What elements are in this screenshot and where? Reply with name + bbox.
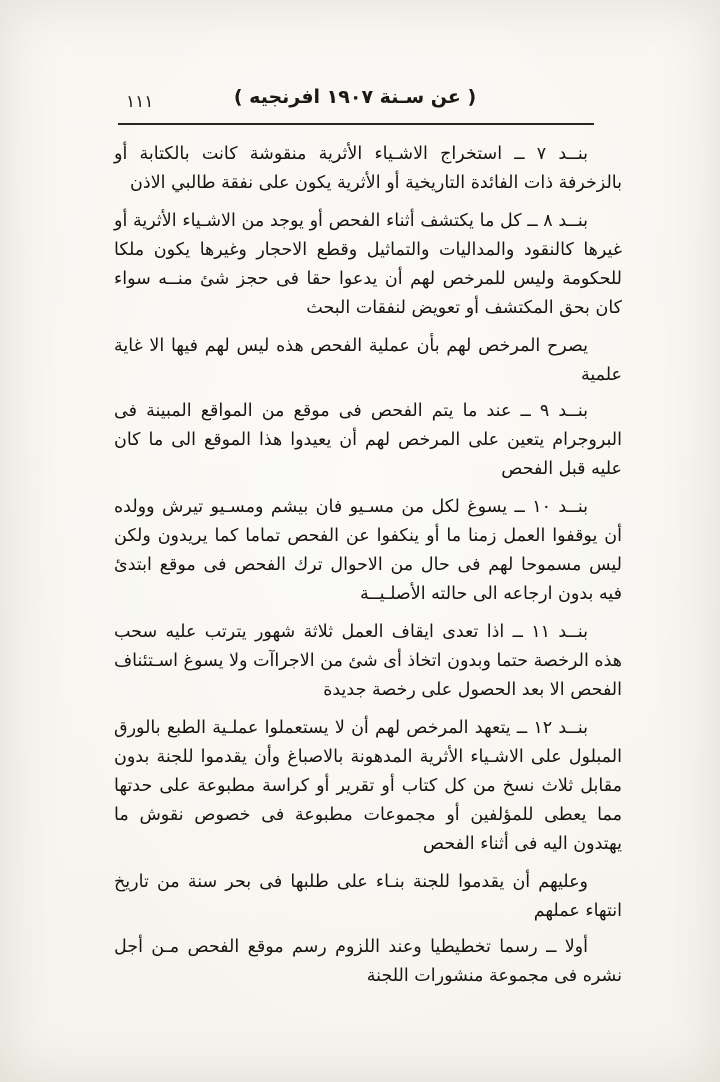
paragraph-clause-7: بنــد ٧ ــ استخراج الاشـياء الأثرية منقوشة كانت بالكتابة أو بالزخرفة ذات الفائدة التاريخية أو الأثرية يكون على نفقة طالبي الاذن xyxy=(114,144,622,193)
paragraph-clause-10: بنــد ١٠ ــ يسوغ لكل من مسـيو فان بيشم ومسـيو تيرش وولده أن يوقفوا العمل زمنا ما أو ينكفوا عن الفحص تماما كما يريدون ولكن ليس مسموحا لهم فى حال من الاحوال ترك الفحص فى موقع ابتدئ فيه بدون ارجاعه الى حالته الأصلـيــة xyxy=(114,497,622,604)
paragraph-clause-8: بنــد ٨ ــ كل ما يكتشف أثناء الفحص أو يوجد من الاشـياء الأثرية أو غيرها كالنقود والمداليات والتماثيل وقطع الاحجار وغيرها يكون ملكا للحكومة وليس للمرخص لهم أن يدعوا حقا فى حجز شئ منــه سواء كان بحق المكتشف أو تعويض لنفقات البحث xyxy=(114,211,622,318)
document-body xyxy=(114,140,622,1000)
paragraph-clause-8-note: يصرح المرخص لهم بأن عملية الفحص هذه ليس لهم فيها الا غاية علمية xyxy=(114,336,622,385)
header-title: ( عن سـنة ١٩٠٧ افرنجيه ) xyxy=(233,86,477,108)
paragraph-clause-9: بنــد ٩ ــ عند ما يتم الفحص فى موقع من المواقع المبينة فى البروجرام يتعين على المرخص لهم أن يعيدوا هذا الموقع الى ما كان عليه قبل الفحص xyxy=(114,401,622,479)
header-rule xyxy=(118,123,594,125)
paragraph-clause-12-note: وعليهم أن يقدموا للجنة بنـاء على طلبها فى بحر سنة من تاريخ انتهاء عملهم xyxy=(114,872,622,921)
paragraph-clause-12: بنــد ١٢ ــ يتعهد المرخص لهم أن لا يستعملوا عملـية الطبع بالورق المبلول على الاشـياء الأثرية المدهونة بالاصباغ وأن يقدموا للجنة بدون مقابل ثلاث نسخ من كل كتاب أو تقرير أو كراسة مطبوعة على حدتها مما يعطى للمؤلفين أو مجموعات مطبوعة فى خصوص نقوش ما يهتدون اليه فى أثناء الفحص xyxy=(114,718,622,854)
paragraph-clause-11: بنــد ١١ ــ اذا تعدى ايقاف العمل ثلاثة شهور يترتب عليه سحب هذه الرخصة حتما وبدون اتخاذ أى شئ من الاجراآت ولا يسوغ اسـتئناف الفحص الا بعد الحصول على رخصة جديدة xyxy=(114,622,622,700)
page-number: ١١١ xyxy=(126,92,154,112)
page-header xyxy=(0,84,720,118)
paragraph-clause-awalan: أولا ــ رسما تخطيطيا وعند اللزوم رسم موقع الفحص مـن أجل نشره فى مجموعة منشورات اللجنة xyxy=(114,937,622,986)
